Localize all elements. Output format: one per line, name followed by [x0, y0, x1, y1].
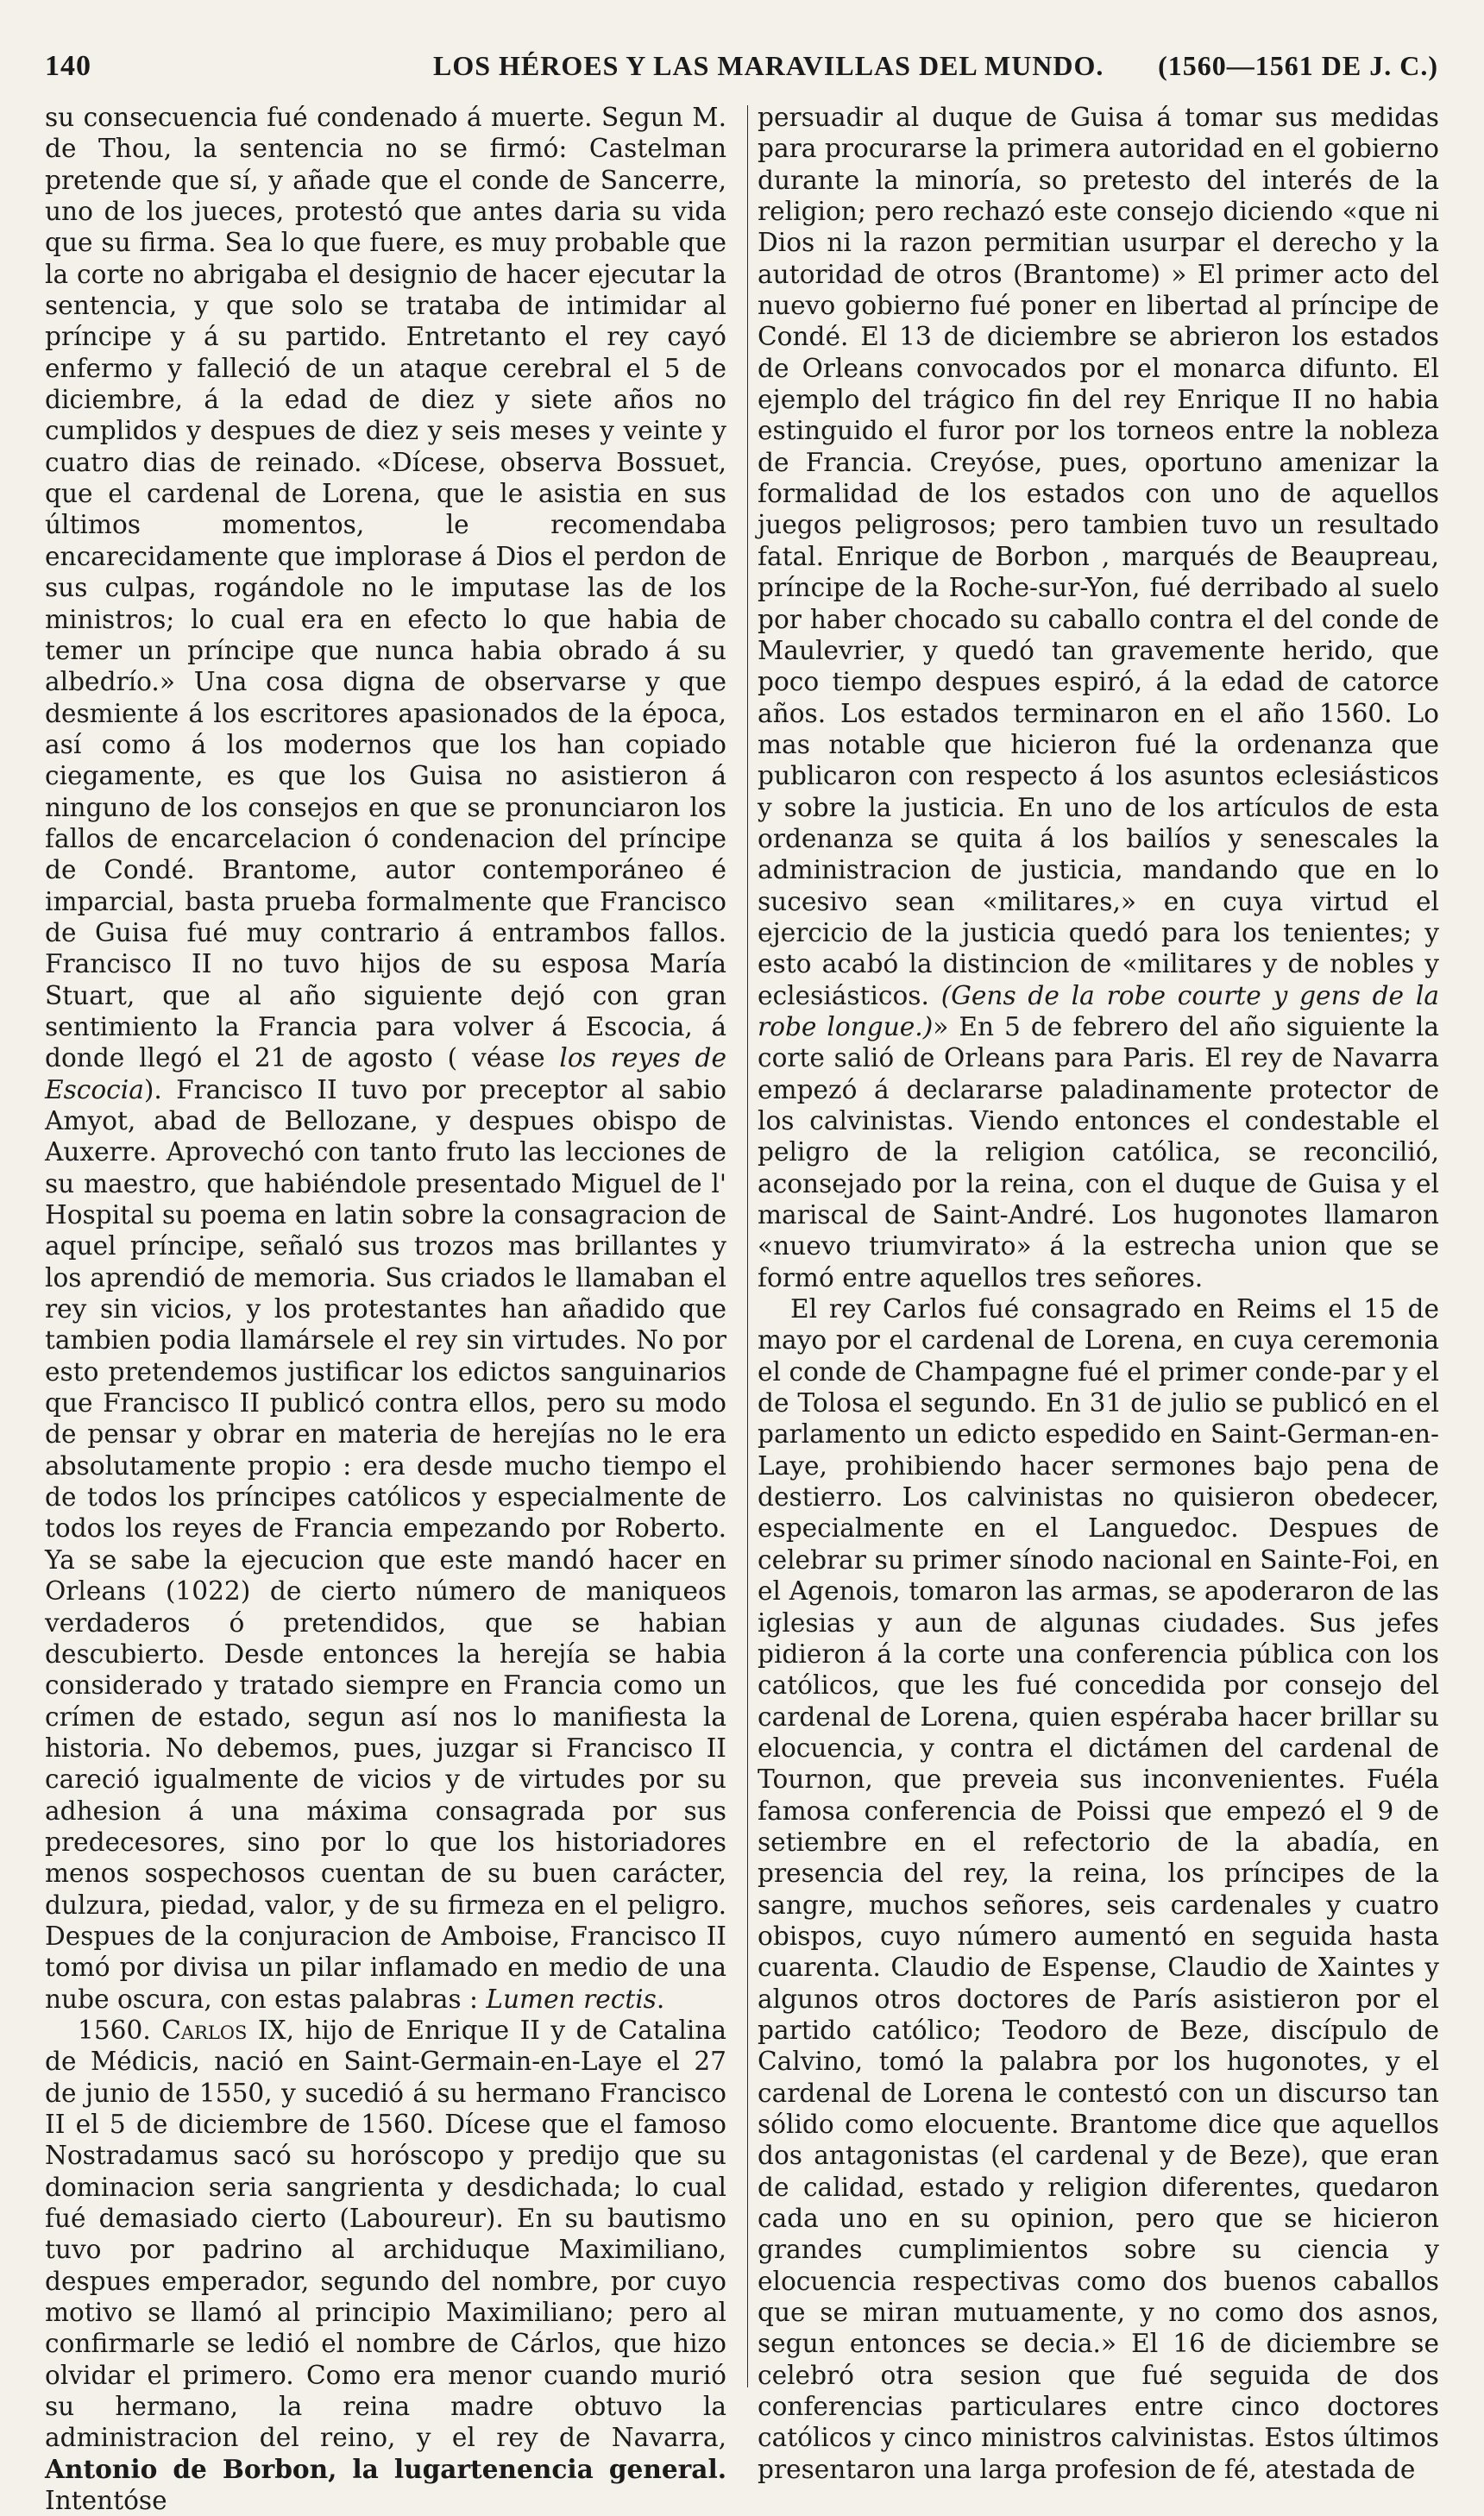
left-p1-italic-1: los reyes de Escocia	[45, 1043, 726, 1104]
left-p1-end: .	[656, 1984, 665, 2014]
left-p2-tail: Intentóse	[45, 2486, 167, 2516]
left-p2-year: 1560.	[78, 2015, 151, 2045]
left-paragraph-2	[45, 2015, 726, 2516]
column-divider	[747, 105, 748, 2387]
left-p2-name: Carlos IX	[161, 2015, 286, 2045]
left-column	[45, 102, 726, 2516]
date-range: (1560—1561 DE J. C.)	[1158, 50, 1438, 81]
left-p1-italic-2: Lumen rectis	[486, 1984, 657, 2014]
right-p1-text-2: » En 5 de febrero del año siguiente la corte salió de Orleans para Paris. El rey de Navarra empezó á declararse paladinamente protector de los calvinistas. Viendo entonces el condestable el peligro de la religion católica, se reconcilió, aconsejado por la reina, con el duque de Guisa y el mariscal de Saint-André. Los hugonotes llamaron «nuevo triumvirato» á la estrecha union que se formó entre aquellos tres señores.	[758, 1011, 1440, 1293]
running-title: LOS HÉROES Y LAS MARAVILLAS DEL MUNDO.	[433, 50, 1104, 81]
left-p2-text: , hijo de Enrique II y de Catalina de Médicis, nació en Saint-Germain-en-Laye el 27 de junio de 1550, y sucedió á su hermano Francisco II el 5 de diciembre de 1560. Dícese que el famoso Nostradamus sacó su horóscopo y predijo que su dominacion seria sangrienta y desdichada; lo cual fué demasiado cierto (Laboureur). En su bautismo tuvo por padrino al archiduque Maximiliano, despues emperador, segundo del nombre, por cuyo motivo se llamó al principio Maximiliano; pero al confirmarle se ledió el nombre de Cárlos, que hizo olvidar el primero. Como era menor cuando murió su hermano, la reina madre obtuvo la administracion del reino, y el rey de Navarra,	[45, 2015, 726, 2453]
left-p1-text-1: su consecuencia fué condenado á muerte. Segun M. de Thou, la sentencia no se firmó: Castelman pretende que sí, y añade que el conde de Sancerre, uno de los jueces, protestó que antes daria su vida que su firma. Sea lo que fuere, es muy probable que la corte no abrigaba el designio de hacer ejecutar la sentencia, y que solo se trataba de intimidar al príncipe y á su partido. Entretanto el rey cayó enfermo y falleció de un ataque cerebral el 5 de diciembre, á la edad de diez y siete años no cumplidos y despues de diez y seis meses y veinte y cuatro dias de reinado. «Dícese, observa Bossuet, que el cardenal de Lorena, que le asistia en sus últimos momentos, le recomendaba encarecidamente que implorase á Dios el perdon de sus culpas, rogándole no le imputase las de los ministros; lo cual era en efecto lo que habia de temer un príncipe que nunca habia obrado á su albedrío.» Una cosa digna de observarse y que desmiente á los escritores apasionados de la época, así como á los modernos que los han copiado ciegamente, es que los Guisa no asistieron á ninguno de los consejos en que se pronunciaron los fallos de encarcelacion ó condenacion del príncipe de Condé. Brantome, autor contemporáneo é imparcial, basta prueba formalmente que Francisco de Guisa fué muy contrario á entrambos fallos. Francisco II no tuvo hijos de su esposa María Stuart, que al año siguiente dejó con gran sentimiento la Francia para volver á Escocia, á donde llegó el 21 de agosto ( véase	[45, 103, 726, 1073]
right-paragraph-1	[758, 102, 1439, 1293]
left-paragraph-1	[45, 102, 726, 2015]
left-p2-bold: Antonio de Borbon, la lugartenencia general.	[45, 2453, 726, 2484]
right-paragraph-2: El rey Carlos fué consagrado en Reims el 15 de mayo por el cardenal de Lorena, en cuya ceremonia el conde de Champagne fué el primer conde-par y el de Tolosa el segundo. En 31 de julio se publicó en el parlamento un edicto espedido en Saint-German-en-Laye, prohibiendo hacer sermones bajo pena de destierro. Los calvinistas no quisieron obedecer, especialmente en el Languedoc. Despues de celebrar su primer sínodo nacional en Sainte-Foi, en el Agenois, tomaron las armas, se apoderaron de las iglesias y aun de algunas ciudades. Sus jefes pidieron á la corte una conferencia pública con los católicos, que les fué concedida por consejo del cardenal de Lorena, quien espéraba hacer brillar su elocuencia, y contra el dictámen del cardenal de Tournon, que preveia sus inconvenientes. Fuéla famosa conferencia de Poissi que empezó el 9 de setiembre en el refectorio de la abadía, en presencia del rey, la reina, los príncipes de la sangre, muchos señores, seis cardenales y cuatro obispos, cuyo número aumentó en seguida hasta cuarenta. Claudio de Espense, Claudio de Xaintes y algunos otros doctores de París asistieron por el partido católico; Teodoro de Beze, discípulo de Calvino, tomó la palabra por los hugonotes, y el cardenal de Lorena le contestó con un discurso tan sólido como elocuente. Brantome dice que aquellos dos antagonistas (el cardenal y de Beze), que eran de calidad, estado y religion diferentes, quedaron cada uno en su opinion, pero que se hicieron grandes cumplimientos sobre su ciencia y elocuencia respectivas como dos buenos caballos que se miran mutuamente, y no como dos asnos, segun entonces se decia.» El 16 de diciembre se celebró otra sesion que fué seguida de dos conferencias particulares entre cinco doctores católicos y cinco ministros calvinistas. Estos últimos presentaron una larga profesion de fé, atestada de	[758, 1294, 1439, 2484]
right-column	[758, 102, 1439, 2485]
left-p1-text-2: ). Francisco II tuvo por preceptor al sabio Amyot, abad de Bellozane, y despues obispo de Auxerre. Aprovechó con tanto fruto las lecciones de su maestro, que habiéndole presentado Miguel de l' Hospital su poema en latin sobre la consagracion de aquel príncipe, señaló sus trozos mas brillantes y los aprendió de memoria. Sus criados le llamaban el rey sin vicios, y los protestantes han añadido que tambien podia llamársele el rey sin virtudes. No por esto pretendemos justificar los edictos sanguinarios que Francisco II publicó contra ellos, pero su modo de pensar y obrar en materia de herejías no le era absolutamente propio : era desde mucho tiempo el de todos los príncipes católicos y especialmente de todos los reyes de Francia empezando por Roberto. Ya se sabe la ejecucion que este mandó hacer en Orleans (1022) de cierto número de maniqueos verdaderos ó pretendidos, que se habian descubierto. Desde entonces la herejía se habia considerado y tratado siempre en Francia como un crímen de estado, segun así nos lo manifiesta la historia. No debemos, pues, juzgar si Francisco II careció igualmente de vicios y de virtudes por su adhesion á una máxima consagrada por sus predecesores, sino por lo que los historiadores menos sospechosos cuentan de su buen carácter, dulzura, piedad, valor, y de su firmeza en el peligro. Despues de la conjuracion de Amboise, Francisco II tomó por divisa un pilar inflamado en medio de una nube oscura, con estas palabras :	[45, 1074, 726, 2014]
right-p1-italic: (Gens de la robe courte y gens de la robe longue.)	[758, 980, 1439, 1041]
page-number: 140	[45, 50, 91, 82]
page-header	[45, 50, 1438, 93]
right-p1-text-1: persuadir al duque de Guisa á tomar sus medidas para procurarse la primera autoridad en el gobierno durante la minoría, so pretesto del interés de la religion; pero rechazó este consejo diciendo «que ni Dios ni la razon permitian usurpar el derecho y la autoridad de otros (Brantome) » El primer acto del nuevo gobierno fué poner en libertad al príncipe de Condé. El 13 de diciembre se abrieron los estados de Orleans convocados por el monarca difunto. El ejemplo del trágico fin del rey Enrique II no habia estinguido el furor por los torneos entre la nobleza de Francia. Creyóse, pues, oportuno amenizar la formalidad de los estados con uno de aquellos juegos peligrosos; pero tambien tuvo un resultado fatal. Enrique de Borbon , marqués de Beaupreau, príncipe de la Roche-sur-Yon, fué derribado al suelo por haber chocado su caballo contra el del conde de Maulevrier, y quedó tan gravemente herido, que poco tiempo despues espiró, á la edad de catorce años. Los estados terminaron en el año 1560. Lo mas notable que hicieron fué la ordenanza que publicaron con respecto á los asuntos eclesiásticos y sobre la justicia. En uno de los artículos de esta ordenanza se quita á los bailíos y senescales la administracion de justicia, mandando que en lo sucesivo sean «militares,» en cuya virtud el ejercicio de la justicia quedó para los tenientes; y esto acabó la distincion de «militares y de nobles y eclesiásticos.	[758, 103, 1439, 1010]
